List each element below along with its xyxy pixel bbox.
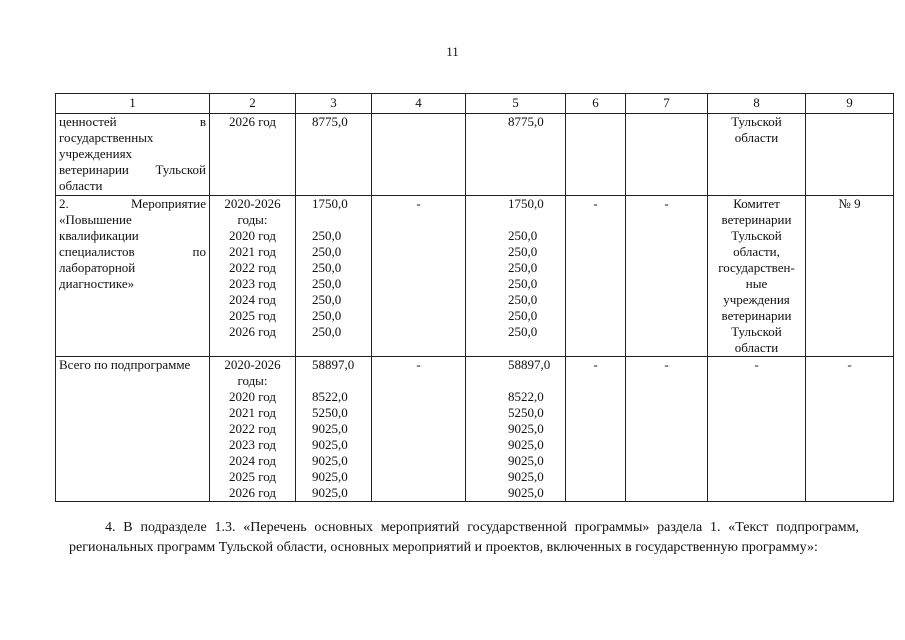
cell-line: Тульской: [731, 324, 782, 339]
cell-line: 9025,0: [312, 421, 348, 436]
indicator-cell: [806, 196, 894, 357]
federal-funding-cell: [372, 114, 466, 196]
cell-line: 2025 год: [229, 308, 276, 323]
cell-line: 2020 год: [229, 228, 276, 243]
cell-line: 250,0: [312, 324, 342, 339]
total-funding-cell: [296, 196, 372, 357]
header-cell: 9: [806, 94, 894, 114]
table-header-row: [56, 94, 894, 114]
cell-line: 9025,0: [312, 469, 348, 484]
cell-line: 5250,0: [508, 405, 544, 420]
event-name-cell: [56, 196, 210, 357]
cell-line: 9025,0: [508, 437, 544, 452]
cell-line: 1750,0: [312, 196, 348, 211]
cell-line: -: [754, 357, 759, 372]
cell-line: ветеринарии: [721, 212, 792, 227]
cell-line: 2026 год: [229, 485, 276, 500]
cell-line: 2021 год: [229, 244, 276, 259]
table-row: [56, 196, 894, 357]
cell-line: [312, 212, 368, 228]
cell-line: области,: [733, 244, 780, 259]
cell-line: 58897,0: [508, 357, 551, 372]
cell-line: 2020-2026: [224, 357, 281, 372]
federal-funding-cell: [372, 196, 466, 357]
cell-line: специалистов по: [59, 244, 206, 259]
cell-line: 250,0: [312, 244, 342, 259]
event-name-cell: [56, 357, 210, 502]
cell-line: 2024 год: [229, 292, 276, 307]
cell-line: 9025,0: [312, 485, 348, 500]
period-cell: [210, 196, 296, 357]
executor-cell: [708, 196, 806, 357]
cell-line: 2026 год: [229, 324, 276, 339]
cell-line: 9025,0: [508, 485, 544, 500]
cell-line: Комитет: [733, 196, 780, 211]
cell-line: 1750,0: [508, 196, 544, 211]
cell-line: 2022 год: [229, 260, 276, 275]
header-cell: 1: [56, 94, 210, 114]
cell-line: 2021 год: [229, 405, 276, 420]
cell-line: 9025,0: [508, 469, 544, 484]
federal-funding-cell: [372, 357, 466, 502]
cell-line: области: [59, 178, 103, 193]
cell-line: 250,0: [508, 308, 538, 323]
indicator-cell: [806, 114, 894, 196]
regional-funding-cell: [466, 357, 566, 502]
cell-line: 9025,0: [312, 437, 348, 452]
table-row: [56, 114, 894, 196]
cell-line: ценностей в: [59, 114, 206, 129]
body-paragraph: 4. В подразделе 1.3. «Перечень основных мероприятий государственной программы» раздела 1. «Текст подпрограмм, региональных программ Тульской области, основных мероприятий и проектов, включенных в государственную программу»:: [69, 520, 859, 555]
cell-line: [508, 373, 562, 389]
cell-line: 250,0: [508, 324, 538, 339]
period-cell: [210, 114, 296, 196]
cell-line: 8775,0: [508, 114, 544, 129]
header-cell: 4: [372, 94, 466, 114]
page-number: 11: [446, 44, 459, 59]
local-funding-cell: [566, 114, 626, 196]
event-name-cell: [56, 114, 210, 196]
cell-line: 5250,0: [312, 405, 348, 420]
cell-line: годы:: [237, 373, 268, 388]
cell-line: 9025,0: [508, 421, 544, 436]
cell-line: области: [734, 340, 779, 355]
cell-line: области: [734, 130, 779, 145]
cell-line: 8522,0: [312, 389, 348, 404]
cell-line: 2020 год: [229, 389, 276, 404]
executor-cell: [708, 357, 806, 502]
cell-line: -: [593, 196, 598, 211]
cell-line: 250,0: [508, 292, 538, 307]
local-funding-cell: [566, 357, 626, 502]
other-funding-cell: [626, 357, 708, 502]
cell-line: 2026 год: [229, 114, 276, 129]
cell-line: 2023 год: [229, 276, 276, 291]
header-cell: 2: [210, 94, 296, 114]
cell-line: 250,0: [312, 228, 342, 243]
local-funding-cell: [566, 196, 626, 357]
cell-line: 9025,0: [508, 453, 544, 468]
total-funding-cell: [296, 114, 372, 196]
cell-line: -: [664, 196, 669, 211]
cell-line: ветеринарии Тульской: [59, 162, 206, 177]
cell-line: «Повышение: [59, 212, 132, 227]
cell-line: 250,0: [508, 260, 538, 275]
indicator-cell: [806, 357, 894, 502]
cell-line: [508, 212, 562, 228]
program-table: [55, 93, 894, 502]
header-cell: 8: [708, 94, 806, 114]
cell-line: учреждениях: [59, 146, 133, 161]
cell-line: лабораторной: [59, 260, 136, 275]
cell-line: 2023 год: [229, 437, 276, 452]
header-cell: 6: [566, 94, 626, 114]
cell-line: 250,0: [312, 260, 342, 275]
cell-line: -: [593, 357, 598, 372]
cell-line: государственных: [59, 130, 154, 145]
cell-line: квалификации: [59, 228, 139, 243]
cell-line: учреждения: [723, 292, 790, 307]
cell-line: 250,0: [508, 244, 538, 259]
cell-line: [312, 373, 368, 389]
cell-line: Тульской: [731, 228, 782, 243]
regional-funding-cell: [466, 196, 566, 357]
cell-line: -: [847, 357, 852, 372]
header-cell: 3: [296, 94, 372, 114]
cell-line: 8775,0: [312, 114, 348, 129]
cell-line: 250,0: [312, 308, 342, 323]
header-cell: 7: [626, 94, 708, 114]
cell-line: государствен-: [718, 260, 795, 275]
cell-line: годы:: [237, 212, 268, 227]
cell-line: Всего по подпрограмме: [59, 357, 191, 372]
other-funding-cell: [626, 114, 708, 196]
cell-line: 2022 год: [229, 421, 276, 436]
cell-line: 58897,0: [312, 357, 355, 372]
cell-line: 250,0: [312, 292, 342, 307]
other-funding-cell: [626, 196, 708, 357]
total-funding-cell: [296, 357, 372, 502]
cell-line: 8522,0: [508, 389, 544, 404]
cell-line: ные: [745, 276, 768, 291]
cell-line: ветеринарии: [721, 308, 792, 323]
cell-line: № 9: [838, 196, 861, 211]
cell-line: -: [416, 357, 421, 372]
table-row: [56, 357, 894, 502]
executor-cell: [708, 114, 806, 196]
cell-line: 2025 год: [229, 469, 276, 484]
cell-line: -: [416, 196, 421, 211]
period-cell: [210, 357, 296, 502]
cell-line: Тульской: [731, 114, 782, 129]
cell-line: -: [664, 357, 669, 372]
cell-line: 250,0: [508, 228, 538, 243]
cell-line: диагностике»: [59, 276, 135, 291]
cell-line: 250,0: [312, 276, 342, 291]
header-cell: 5: [466, 94, 566, 114]
cell-line: 2024 год: [229, 453, 276, 468]
cell-line: 2. Мероприятие: [59, 196, 206, 211]
cell-line: 9025,0: [312, 453, 348, 468]
regional-funding-cell: [466, 114, 566, 196]
cell-line: 250,0: [508, 276, 538, 291]
cell-line: 2020-2026: [224, 196, 281, 211]
